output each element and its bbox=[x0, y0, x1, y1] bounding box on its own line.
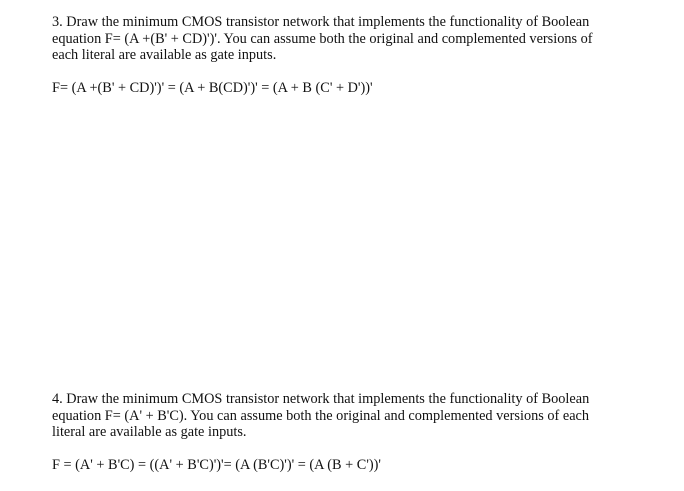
question-3-prompt-line-2: equation F= (A +(B' + CD)')'. You can assume both the original and complemented versions of bbox=[52, 30, 593, 47]
question-4-prompt-line-2: equation F= (A' + B'C). You can assume both the original and complemented versions of each bbox=[52, 407, 590, 424]
question-3-equation: F= (A +(B' + CD)')' = (A + B(CD)')' = (A + B (C' + D'))' bbox=[52, 79, 373, 96]
question-3-prompt-line-3: each literal are available as gate inputs. bbox=[52, 47, 277, 64]
question-4-prompt-line-1: 4. Draw the minimum CMOS transistor network that implements the functionality of Boolean bbox=[52, 391, 590, 407]
question-3-prompt-line-1: 3. Draw the minimum CMOS transistor network that implements the functionality of Boolean bbox=[52, 14, 590, 30]
question-4-prompt-line-3: literal are available as gate inputs. bbox=[52, 424, 247, 441]
question-4 bbox=[52, 391, 652, 473]
question-3 bbox=[52, 14, 652, 96]
question-3-prompt bbox=[52, 14, 652, 64]
question-4-prompt bbox=[52, 391, 652, 441]
question-4-equation: F = (A' + B'C) = ((A' + B'C)')'= (A (B'C)')' = (A (B + C'))' bbox=[52, 456, 382, 473]
